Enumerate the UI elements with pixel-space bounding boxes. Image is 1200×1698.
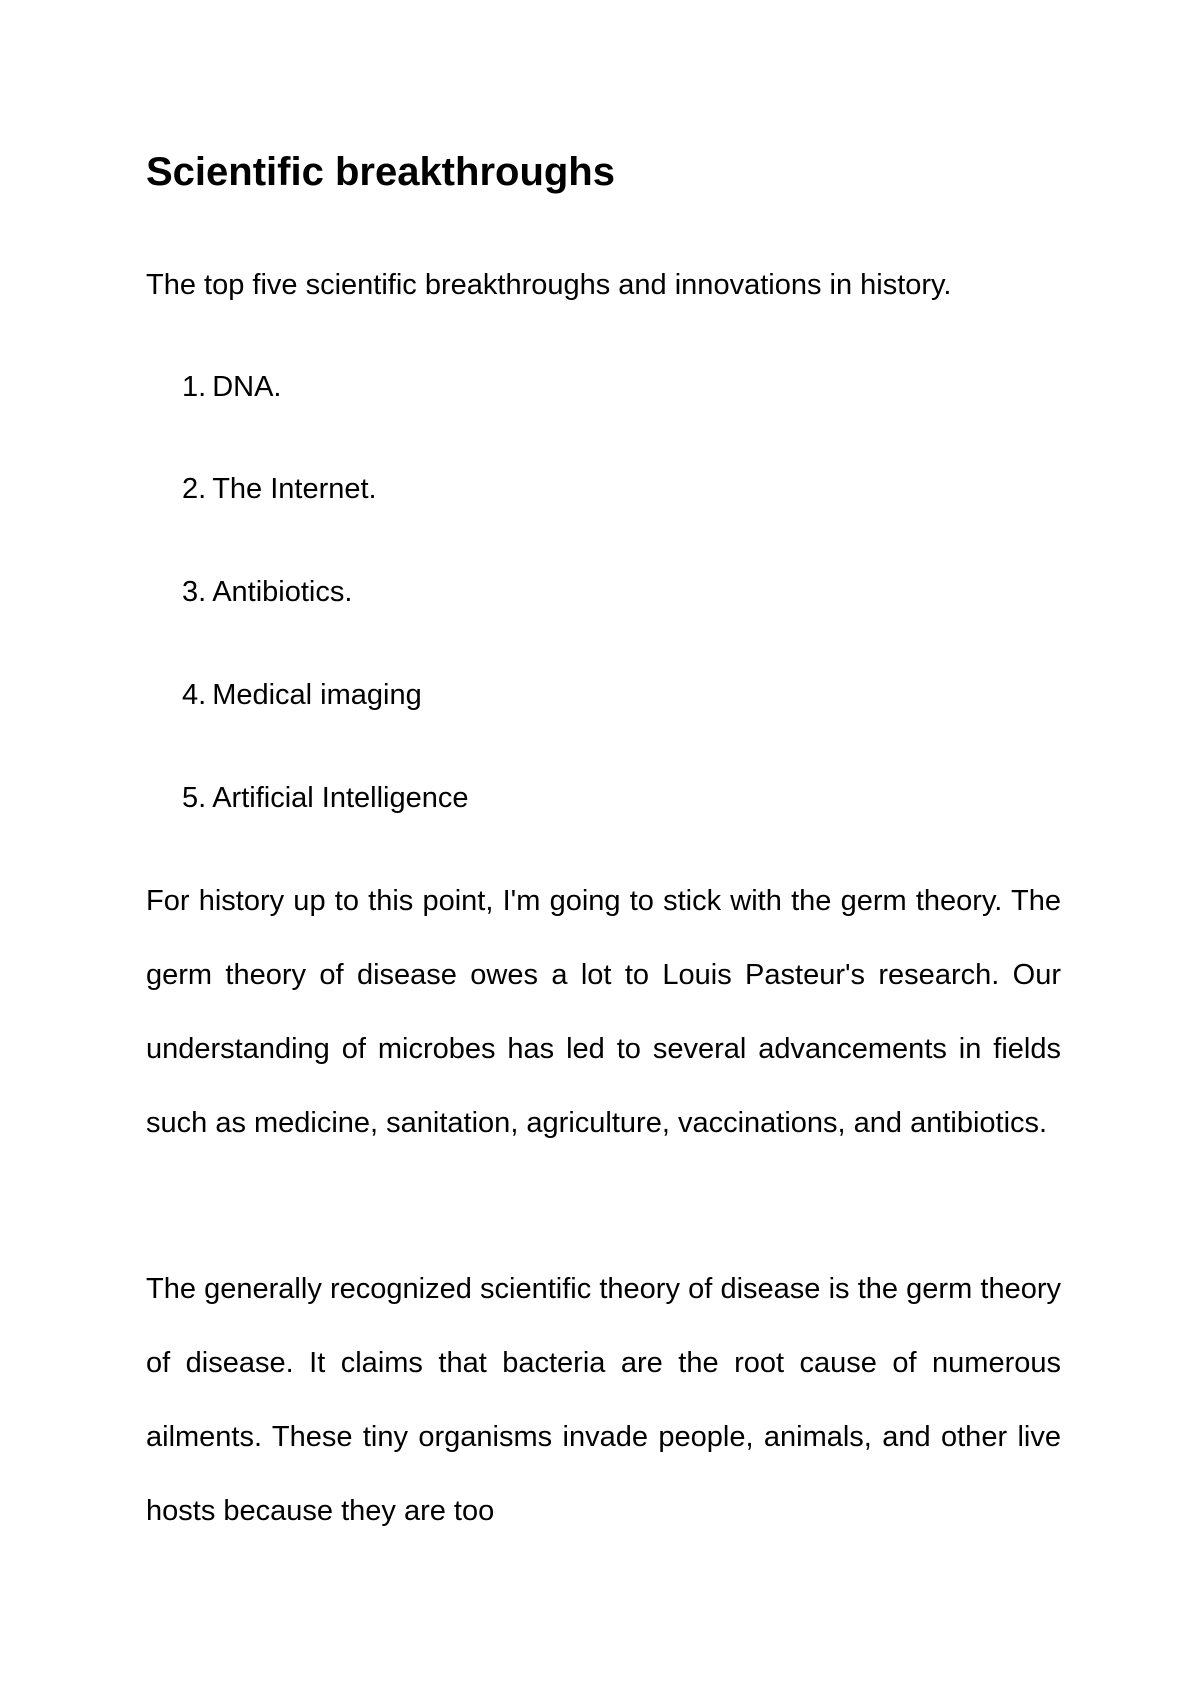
list-item-number: 5. (182, 782, 207, 814)
list-item-number: 1. (182, 371, 207, 403)
list-item (182, 778, 468, 818)
list-item-text: Artificial Intelligence (212, 782, 469, 814)
list-item-number: 3. (182, 576, 207, 608)
list-item (182, 675, 422, 715)
list-item (182, 367, 281, 407)
list-item-text: Medical imaging (212, 679, 422, 711)
intro-paragraph: The top five scientific breakthroughs and innovations in history. (146, 269, 952, 301)
list-item-number: 2. (182, 473, 207, 505)
list-item (182, 469, 377, 509)
list-item (182, 572, 352, 612)
page-title: Scientific breakthroughs (146, 150, 615, 194)
body-paragraph-germ-theory: For history up to this point, I'm going to stick with the germ theory. The germ theory of disease owes a lot to Louis Pasteur's research. Our understanding of microbes has led to several advancements in fields such as medicine, sanitation, agriculture, vaccinations, and antibiotics. (146, 885, 1061, 1139)
list-item-number: 4. (182, 679, 207, 711)
list-item-text: The Internet. (212, 473, 377, 505)
body-paragraph-disease-theory: The generally recognized scientific theory of disease is the germ theory of disease. It claims that bacteria are the root cause of numerous ailments. These tiny organisms invade people, animals, and other live hosts because they are too (146, 1273, 1061, 1527)
list-item-text: DNA. (212, 371, 282, 403)
list-item-text: Antibiotics. (212, 576, 353, 608)
